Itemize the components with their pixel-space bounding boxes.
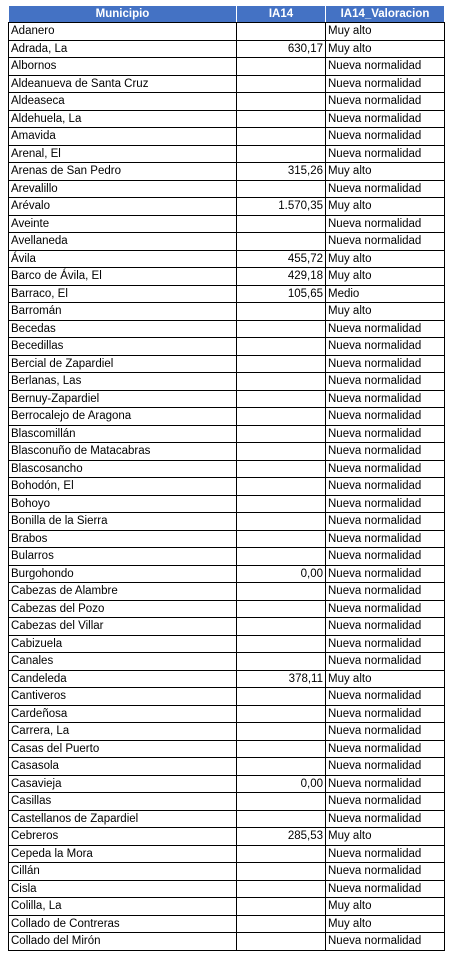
cell-ia14-valoracion[interactable]: Nueva normalidad xyxy=(326,933,445,951)
table-row xyxy=(9,793,445,811)
cell-municipio[interactable]: Berlanas, Las xyxy=(9,373,237,391)
cell-ia14-valoracion[interactable]: Nueva normalidad xyxy=(326,653,445,671)
cell-ia14-valoracion[interactable]: Nueva normalidad xyxy=(326,495,445,513)
table-row xyxy=(9,810,445,828)
cell-municipio[interactable]: Cabezas del Pozo xyxy=(9,600,237,618)
cell-ia14[interactable] xyxy=(237,933,326,951)
table-row xyxy=(9,670,445,688)
cell-municipio[interactable]: Carrera, La xyxy=(9,723,237,741)
column-header-ia14[interactable]: IA14 xyxy=(237,6,326,23)
table-row xyxy=(9,688,445,706)
cell-ia14[interactable] xyxy=(237,758,326,776)
cell-ia14[interactable]: 0,00 xyxy=(237,775,326,793)
cell-municipio[interactable]: Cabizuela xyxy=(9,635,237,653)
cell-ia14[interactable] xyxy=(237,705,326,723)
cell-ia14[interactable] xyxy=(237,443,326,461)
cell-ia14[interactable]: 285,53 xyxy=(237,828,326,846)
cell-municipio[interactable]: Berrocalejo de Aragona xyxy=(9,408,237,426)
cell-municipio[interactable]: Canales xyxy=(9,653,237,671)
cell-ia14-valoracion[interactable]: Muy alto xyxy=(326,40,445,58)
table-row xyxy=(9,548,445,566)
table-row xyxy=(9,758,445,776)
cell-ia14-valoracion[interactable]: Nueva normalidad xyxy=(326,373,445,391)
table-row xyxy=(9,268,445,286)
cell-municipio[interactable]: Cepeda la Mora xyxy=(9,845,237,863)
table-row xyxy=(9,898,445,916)
table-row xyxy=(9,180,445,198)
cell-ia14-valoracion[interactable]: Nueva normalidad xyxy=(326,355,445,373)
cell-municipio[interactable]: Cabezas de Alambre xyxy=(9,583,237,601)
cell-ia14[interactable] xyxy=(237,233,326,251)
table-row xyxy=(9,618,445,636)
cell-municipio[interactable]: Arevalillo xyxy=(9,180,237,198)
table-row xyxy=(9,460,445,478)
cell-ia14[interactable] xyxy=(237,320,326,338)
cell-ia14-valoracion[interactable]: Nueva normalidad xyxy=(326,775,445,793)
cell-municipio[interactable]: Adanero xyxy=(9,23,237,41)
cell-ia14-valoracion[interactable]: Nueva normalidad xyxy=(326,618,445,636)
cell-ia14[interactable] xyxy=(237,215,326,233)
data-table xyxy=(8,5,445,951)
cell-ia14[interactable] xyxy=(237,58,326,76)
cell-municipio[interactable]: Barco de Ávila, El xyxy=(9,268,237,286)
cell-ia14-valoracion[interactable]: Nueva normalidad xyxy=(326,233,445,251)
cell-ia14[interactable] xyxy=(237,303,326,321)
cell-ia14[interactable] xyxy=(237,513,326,531)
table-row xyxy=(9,233,445,251)
table-row xyxy=(9,250,445,268)
table-row xyxy=(9,40,445,58)
cell-ia14[interactable] xyxy=(237,460,326,478)
cell-ia14[interactable] xyxy=(237,635,326,653)
cell-municipio[interactable]: Cebreros xyxy=(9,828,237,846)
cell-ia14-valoracion[interactable]: Muy alto xyxy=(326,303,445,321)
cell-ia14[interactable] xyxy=(237,23,326,41)
cell-municipio[interactable]: Collado del Mirón xyxy=(9,933,237,951)
cell-ia14-valoracion[interactable]: Medio xyxy=(326,285,445,303)
table-row xyxy=(9,495,445,513)
table-row xyxy=(9,583,445,601)
cell-municipio[interactable]: Blasconuño de Matacabras xyxy=(9,443,237,461)
cell-ia14[interactable] xyxy=(237,145,326,163)
cell-ia14[interactable]: 429,18 xyxy=(237,268,326,286)
cell-ia14[interactable] xyxy=(237,180,326,198)
cell-ia14-valoracion[interactable]: Muy alto xyxy=(326,915,445,933)
table-row xyxy=(9,198,445,216)
cell-municipio[interactable]: Candeleda xyxy=(9,670,237,688)
cell-ia14-valoracion[interactable]: Nueva normalidad xyxy=(326,740,445,758)
cell-municipio[interactable]: Brabos xyxy=(9,530,237,548)
cell-ia14-valoracion[interactable]: Nueva normalidad xyxy=(326,180,445,198)
table-row xyxy=(9,565,445,583)
cell-ia14-valoracion[interactable]: Muy alto xyxy=(326,198,445,216)
cell-ia14-valoracion[interactable]: Nueva normalidad xyxy=(326,390,445,408)
cell-ia14[interactable] xyxy=(237,408,326,426)
cell-municipio[interactable]: Casavieja xyxy=(9,775,237,793)
cell-municipio[interactable]: Amavida xyxy=(9,128,237,146)
cell-ia14[interactable]: 315,26 xyxy=(237,163,326,181)
cell-municipio[interactable]: Castellanos de Zapardiel xyxy=(9,810,237,828)
cell-municipio[interactable]: Albornos xyxy=(9,58,237,76)
table-row xyxy=(9,303,445,321)
cell-municipio[interactable]: Adrada, La xyxy=(9,40,237,58)
cell-ia14[interactable] xyxy=(237,93,326,111)
cell-ia14-valoracion[interactable]: Nueva normalidad xyxy=(326,688,445,706)
cell-ia14-valoracion[interactable]: Nueva normalidad xyxy=(326,443,445,461)
cell-ia14[interactable]: 378,11 xyxy=(237,670,326,688)
cell-municipio[interactable]: Bernuy-Zapardiel xyxy=(9,390,237,408)
cell-ia14-valoracion[interactable]: Nueva normalidad xyxy=(326,215,445,233)
cell-municipio[interactable]: Cantiveros xyxy=(9,688,237,706)
table-row xyxy=(9,23,445,41)
cell-ia14-valoracion[interactable]: Muy alto xyxy=(326,670,445,688)
cell-municipio[interactable]: Aldeanueva de Santa Cruz xyxy=(9,75,237,93)
cell-ia14[interactable] xyxy=(237,618,326,636)
table-row xyxy=(9,845,445,863)
cell-ia14-valoracion[interactable]: Muy alto xyxy=(326,250,445,268)
cell-municipio[interactable]: Bohodón, El xyxy=(9,478,237,496)
cell-ia14-valoracion[interactable]: Muy alto xyxy=(326,268,445,286)
cell-ia14[interactable] xyxy=(237,75,326,93)
table-row xyxy=(9,775,445,793)
cell-ia14[interactable] xyxy=(237,530,326,548)
cell-ia14[interactable] xyxy=(237,495,326,513)
cell-ia14[interactable]: 105,65 xyxy=(237,285,326,303)
table-row xyxy=(9,530,445,548)
cell-municipio[interactable]: Cardeñosa xyxy=(9,705,237,723)
table-row xyxy=(9,163,445,181)
cell-ia14[interactable]: 1.570,35 xyxy=(237,198,326,216)
cell-ia14-valoracion[interactable]: Nueva normalidad xyxy=(326,565,445,583)
table-row xyxy=(9,390,445,408)
cell-ia14[interactable] xyxy=(237,863,326,881)
cell-municipio[interactable]: Cillán xyxy=(9,863,237,881)
cell-municipio[interactable]: Avellaneda xyxy=(9,233,237,251)
cell-ia14-valoracion[interactable]: Muy alto xyxy=(326,163,445,181)
cell-ia14-valoracion[interactable]: Nueva normalidad xyxy=(326,810,445,828)
cell-municipio[interactable]: Aldehuela, La xyxy=(9,110,237,128)
cell-ia14[interactable] xyxy=(237,688,326,706)
header-row xyxy=(9,6,445,23)
cell-municipio[interactable]: Blascomillán xyxy=(9,425,237,443)
cell-municipio[interactable]: Aldeaseca xyxy=(9,93,237,111)
table-row xyxy=(9,933,445,951)
cell-ia14[interactable] xyxy=(237,915,326,933)
table-row xyxy=(9,215,445,233)
cell-ia14[interactable]: 630,17 xyxy=(237,40,326,58)
column-header-municipio[interactable]: Municipio xyxy=(9,6,237,23)
table-row xyxy=(9,128,445,146)
cell-municipio[interactable]: Casillas xyxy=(9,793,237,811)
cell-ia14-valoracion[interactable]: Nueva normalidad xyxy=(326,425,445,443)
table-row xyxy=(9,93,445,111)
cell-ia14-valoracion[interactable]: Nueva normalidad xyxy=(326,128,445,146)
cell-municipio[interactable]: Arenal, El xyxy=(9,145,237,163)
cell-municipio[interactable]: Cabezas del Villar xyxy=(9,618,237,636)
cell-ia14-valoracion[interactable]: Muy alto xyxy=(326,828,445,846)
cell-ia14-valoracion[interactable]: Nueva normalidad xyxy=(326,600,445,618)
table-row xyxy=(9,320,445,338)
table-row xyxy=(9,110,445,128)
table-row xyxy=(9,723,445,741)
cell-ia14[interactable] xyxy=(237,355,326,373)
cell-municipio[interactable]: Bonilla de la Sierra xyxy=(9,513,237,531)
table-row xyxy=(9,740,445,758)
cell-ia14-valoracion[interactable]: Nueva normalidad xyxy=(326,408,445,426)
table-body xyxy=(9,23,445,951)
cell-municipio[interactable]: Cisla xyxy=(9,880,237,898)
table-row xyxy=(9,58,445,76)
table-row xyxy=(9,425,445,443)
cell-ia14-valoracion[interactable]: Nueva normalidad xyxy=(326,110,445,128)
cell-ia14-valoracion[interactable]: Nueva normalidad xyxy=(326,478,445,496)
cell-ia14-valoracion[interactable]: Nueva normalidad xyxy=(326,758,445,776)
cell-municipio[interactable]: Barromán xyxy=(9,303,237,321)
cell-ia14[interactable] xyxy=(237,793,326,811)
cell-municipio[interactable]: Bularros xyxy=(9,548,237,566)
table-row xyxy=(9,478,445,496)
cell-ia14[interactable] xyxy=(237,128,326,146)
table-row xyxy=(9,513,445,531)
cell-ia14-valoracion[interactable]: Muy alto xyxy=(326,23,445,41)
table-row xyxy=(9,600,445,618)
cell-municipio[interactable]: Arenas de San Pedro xyxy=(9,163,237,181)
cell-municipio[interactable]: Blascosancho xyxy=(9,460,237,478)
cell-ia14-valoracion[interactable]: Nueva normalidad xyxy=(326,145,445,163)
cell-ia14[interactable]: 0,00 xyxy=(237,565,326,583)
cell-ia14-valoracion[interactable]: Nueva normalidad xyxy=(326,58,445,76)
cell-municipio[interactable]: Casasola xyxy=(9,758,237,776)
cell-ia14-valoracion[interactable]: Nueva normalidad xyxy=(326,845,445,863)
cell-municipio[interactable]: Bohoyo xyxy=(9,495,237,513)
cell-ia14-valoracion[interactable]: Nueva normalidad xyxy=(326,320,445,338)
cell-ia14-valoracion[interactable]: Nueva normalidad xyxy=(326,635,445,653)
cell-municipio[interactable]: Becedillas xyxy=(9,338,237,356)
table-row xyxy=(9,408,445,426)
cell-ia14-valoracion[interactable]: Nueva normalidad xyxy=(326,460,445,478)
cell-ia14[interactable] xyxy=(237,548,326,566)
spreadsheet xyxy=(8,5,445,951)
cell-ia14-valoracion[interactable]: Nueva normalidad xyxy=(326,705,445,723)
cell-municipio[interactable]: Burgohondo xyxy=(9,565,237,583)
table-row xyxy=(9,338,445,356)
cell-municipio[interactable]: Barraco, El xyxy=(9,285,237,303)
cell-municipio[interactable]: Collado de Contreras xyxy=(9,915,237,933)
table-row xyxy=(9,75,445,93)
cell-ia14-valoracion[interactable]: Nueva normalidad xyxy=(326,338,445,356)
cell-ia14-valoracion[interactable]: Nueva normalidad xyxy=(326,513,445,531)
cell-ia14[interactable] xyxy=(237,653,326,671)
cell-ia14-valoracion[interactable]: Nueva normalidad xyxy=(326,723,445,741)
cell-municipio[interactable]: Ávila xyxy=(9,250,237,268)
cell-ia14[interactable] xyxy=(237,880,326,898)
cell-ia14-valoracion[interactable]: Nueva normalidad xyxy=(326,793,445,811)
cell-municipio[interactable]: Casas del Puerto xyxy=(9,740,237,758)
cell-ia14[interactable] xyxy=(237,338,326,356)
cell-ia14[interactable] xyxy=(237,583,326,601)
table-row xyxy=(9,355,445,373)
table-row xyxy=(9,880,445,898)
cell-ia14[interactable] xyxy=(237,740,326,758)
table-row xyxy=(9,285,445,303)
cell-ia14[interactable] xyxy=(237,373,326,391)
table-row xyxy=(9,828,445,846)
cell-municipio[interactable]: Aveinte xyxy=(9,215,237,233)
cell-ia14[interactable] xyxy=(237,845,326,863)
cell-ia14-valoracion[interactable]: Nueva normalidad xyxy=(326,583,445,601)
cell-ia14[interactable] xyxy=(237,425,326,443)
table-row xyxy=(9,863,445,881)
cell-ia14[interactable]: 455,72 xyxy=(237,250,326,268)
table-row xyxy=(9,915,445,933)
table-row xyxy=(9,373,445,391)
cell-municipio[interactable]: Bercial de Zapardiel xyxy=(9,355,237,373)
cell-ia14-valoracion[interactable]: Nueva normalidad xyxy=(326,880,445,898)
cell-municipio[interactable]: Arévalo xyxy=(9,198,237,216)
cell-ia14[interactable] xyxy=(237,810,326,828)
cell-municipio[interactable]: Becedas xyxy=(9,320,237,338)
table-row xyxy=(9,635,445,653)
cell-ia14-valoracion[interactable]: Nueva normalidad xyxy=(326,530,445,548)
cell-ia14[interactable] xyxy=(237,110,326,128)
cell-ia14-valoracion[interactable]: Nueva normalidad xyxy=(326,548,445,566)
cell-ia14-valoracion[interactable]: Nueva normalidad xyxy=(326,75,445,93)
cell-ia14-valoracion[interactable]: Nueva normalidad xyxy=(326,93,445,111)
cell-ia14-valoracion[interactable]: Nueva normalidad xyxy=(326,863,445,881)
cell-ia14[interactable] xyxy=(237,478,326,496)
table-row xyxy=(9,443,445,461)
cell-municipio[interactable]: Colilla, La xyxy=(9,898,237,916)
table-row xyxy=(9,653,445,671)
cell-ia14[interactable] xyxy=(237,898,326,916)
cell-ia14[interactable] xyxy=(237,723,326,741)
table-row xyxy=(9,705,445,723)
table-row xyxy=(9,145,445,163)
cell-ia14[interactable] xyxy=(237,600,326,618)
cell-ia14-valoracion[interactable]: Muy alto xyxy=(326,898,445,916)
column-header-ia14-valoracion[interactable]: IA14_Valoracion xyxy=(326,6,445,23)
cell-ia14[interactable] xyxy=(237,390,326,408)
